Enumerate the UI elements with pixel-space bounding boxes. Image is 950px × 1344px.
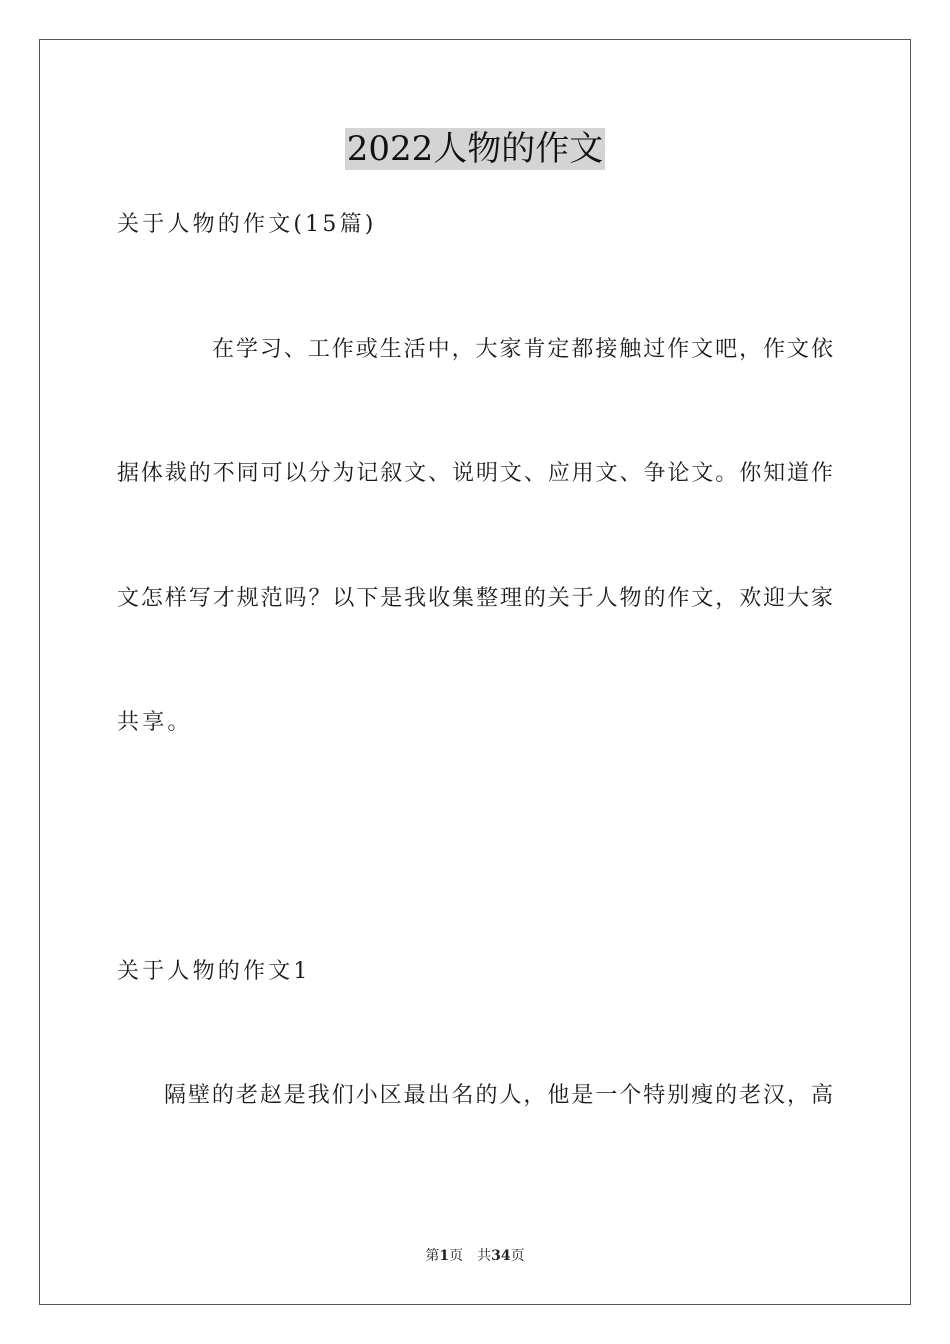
footer-total-suffix: 页: [510, 1248, 525, 1264]
document-subtitle: 关于人物的作文(15篇): [117, 212, 377, 237]
intro-line-3: 文怎样写才规范吗？以下是我收集整理的关于人物的作文，欢迎大家: [117, 586, 833, 611]
footer-total-pages: 34: [491, 1248, 511, 1264]
body-line-1: 隔壁的老赵是我们小区最出名的人，他是一个特别瘦的老汉，高: [164, 1083, 833, 1108]
title-container: [0, 128, 950, 170]
footer-page-current: 1: [439, 1248, 450, 1264]
document-title: 2022人物的作文: [346, 129, 604, 169]
footer-page-suffix: 页: [449, 1248, 464, 1264]
footer-total-prefix: 共: [477, 1248, 492, 1264]
page-footer: [0, 1246, 950, 1266]
section-heading: 关于人物的作文1: [117, 959, 311, 984]
intro-line-1: 在学习、工作或生活中，大家肯定都接触过作文吧，作文依: [212, 337, 833, 362]
intro-line-4: 共享。: [117, 710, 193, 735]
intro-line-2: 据体裁的不同可以分为记叙文、说明文、应用文、争论文。你知道作: [117, 461, 833, 486]
footer-page-prefix: 第: [425, 1248, 440, 1264]
